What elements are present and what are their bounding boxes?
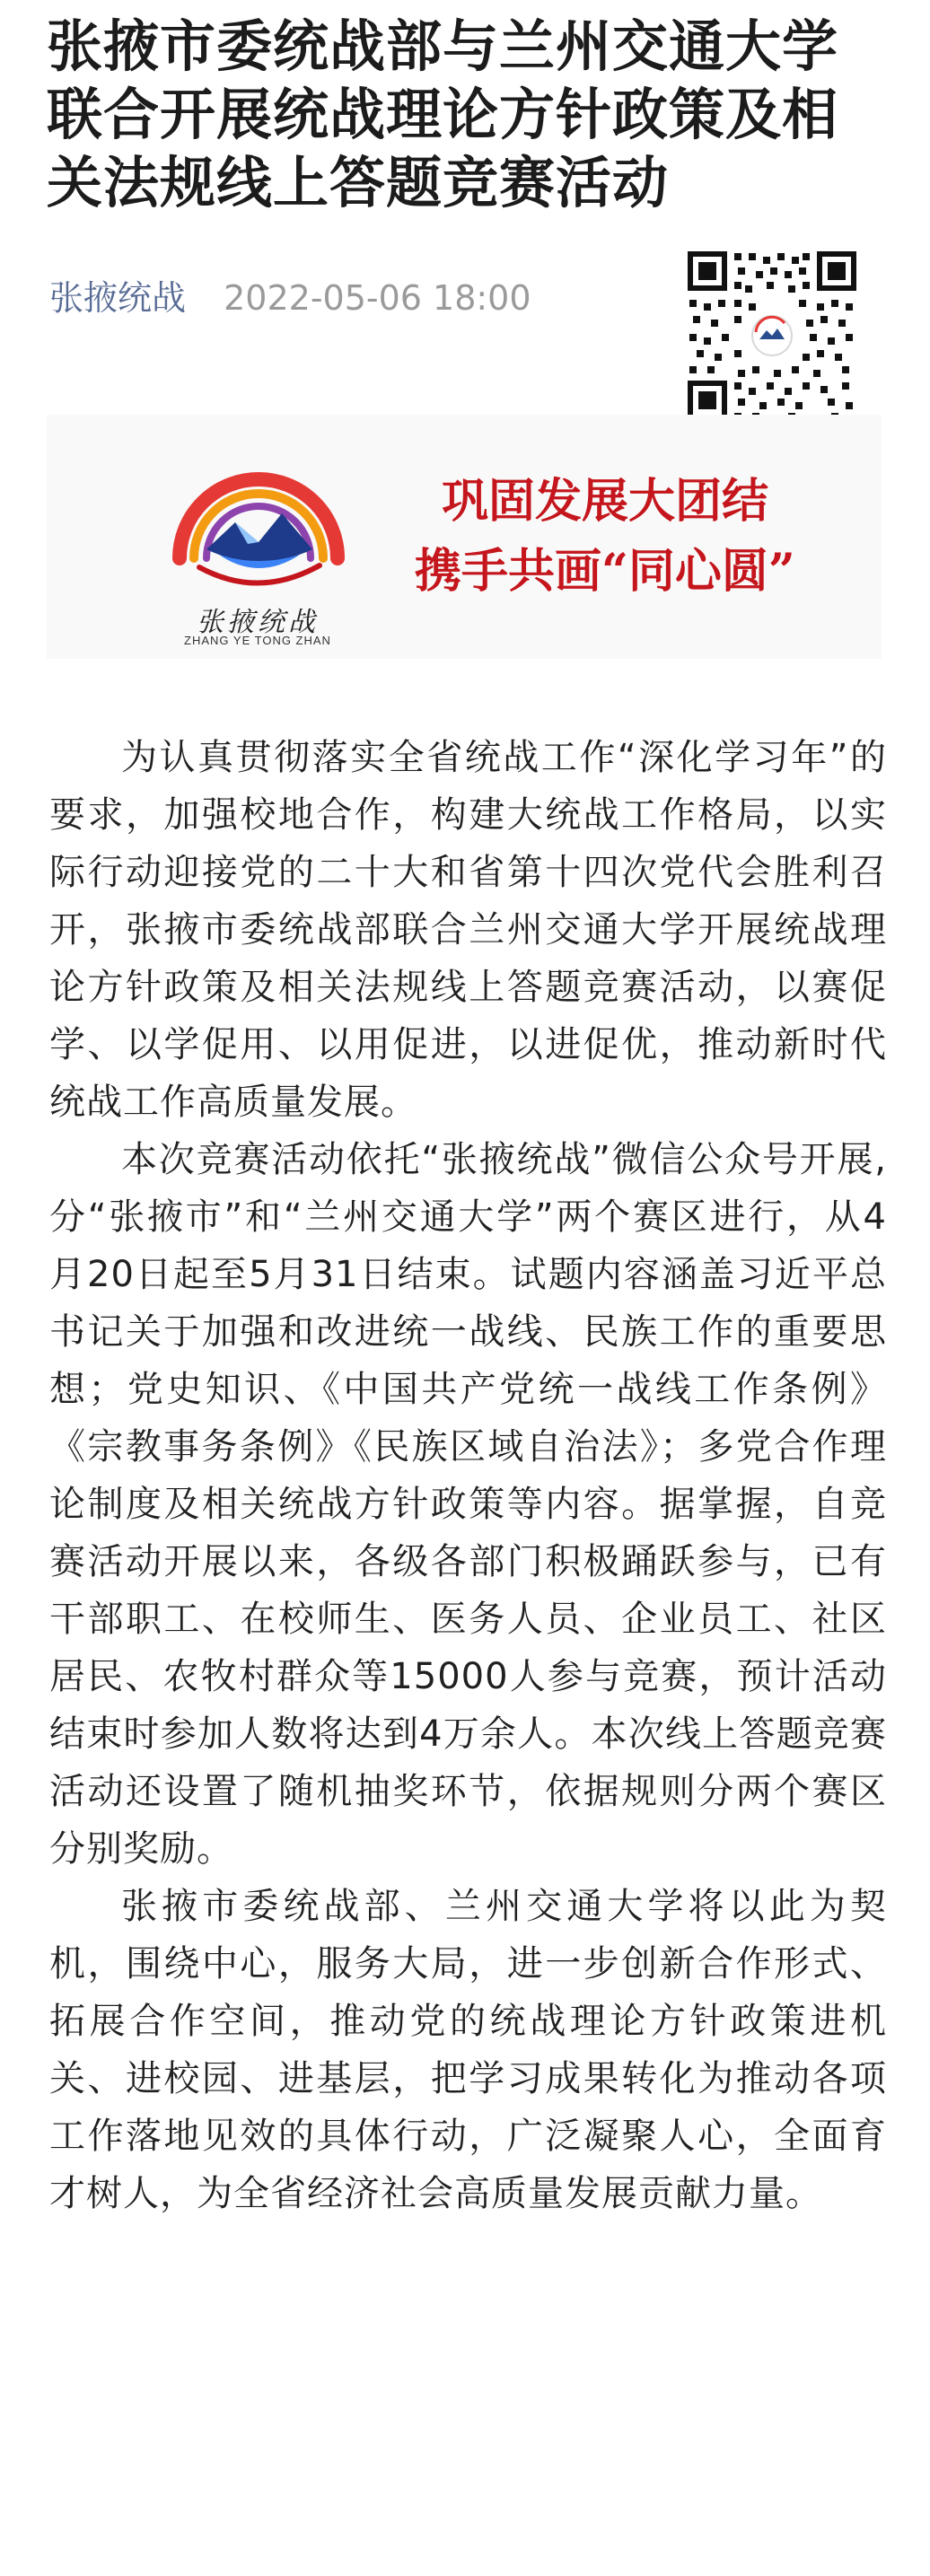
paragraph-1: 为认真贯彻落实全省统战工作“深化学习年”的要求，加强校地合作，构建大统战工作格局，以实际行动迎接党的二十大和省第十四次党代会胜利召开，张掖市委统战部联合兰州交通大学开展统战理论方针政策及相关法规线上答题竞赛活动，以赛促学、以学促用、以用促进，以进促优，推动新时代统战工作高质量发展。	[49, 737, 887, 1123]
article-body	[49, 729, 887, 2222]
banner-slogan-line1: 巩固发展大团结	[442, 474, 769, 529]
qr-code-icon[interactable]	[684, 248, 860, 424]
logo-text: 张掖统战	[197, 607, 319, 638]
article-meta	[49, 276, 531, 320]
banner-slogan-line2: 携手共画“同心圆”	[415, 544, 795, 599]
article-title: 张掖市委统战部与兰州交通大学联合开展统战理论方针政策及相关法规线上答题竞赛活动	[47, 13, 839, 215]
banner	[47, 415, 882, 659]
paragraph-2: 本次竞赛活动依托“张掖统战”微信公众号开展,分“张掖市”和“兰州交通大学”两个赛区进行，从4月20日起至5月31日结束。试题内容涵盖习近平总书记关于加强和改进统一战线、民族工作的重要思想；党史知识、《中国共产党统一战线工作条例》《宗教事务条例》《民族区域自治法》；多党合作理论制度及相关统战方针政策等内容。据掌握，自竞赛活动开展以来，各级各部门积极踊跃参与，已有干部职工、在校师生、医务人员、企业员工、社区居民、农牧村群众等15000人参与竞赛，预计活动结束时参加人数将达到4万余人。本次线上答题竞赛活动还设置了随机抽奖环节，依据规则分两个赛区分别奖励。	[49, 1139, 887, 1870]
paragraph-3: 张掖市委统战部、兰州交通大学将以此为契机，围绕中心，服务大局，进一步创新合作形式、拓展合作空间，推动党的统战理论方针政策进机关、进校园、进基层，把学习成果转化为推动各项工作落地见效的具体行动，广泛凝聚人心，全面育才树人，为全省经济社会高质量发展贡献力量。	[49, 1886, 887, 2214]
publish-date: 2022-05-06 18:00	[224, 278, 531, 318]
zhangye-tongzhan-logo	[136, 424, 379, 653]
logo-subtext: ZHANG YE TONG ZHAN	[184, 634, 331, 647]
banner-slogan	[415, 467, 882, 607]
account-name-link[interactable]: 张掖统战	[49, 278, 187, 318]
